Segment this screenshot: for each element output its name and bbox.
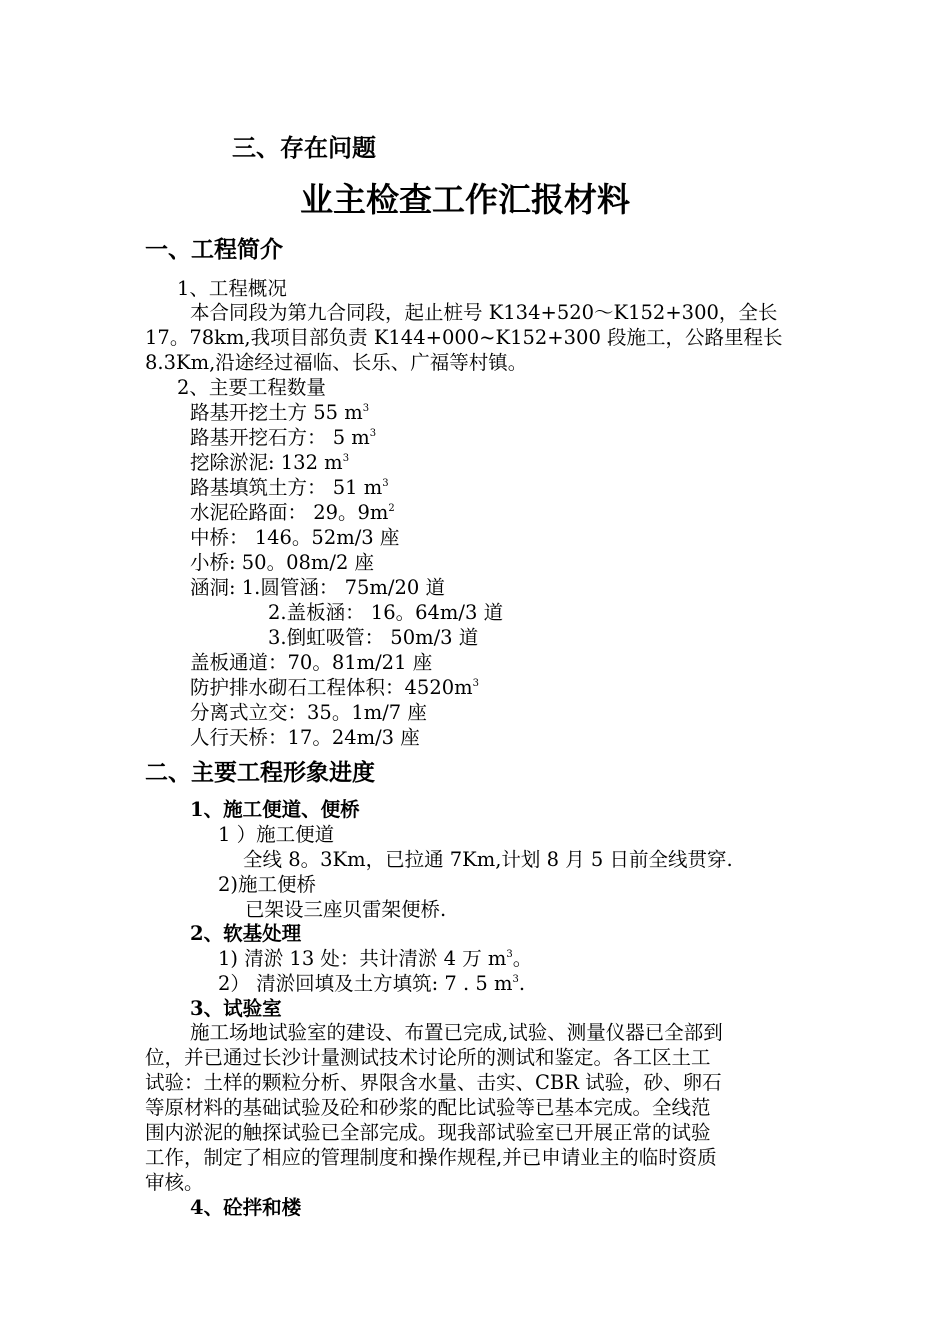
- temp-bridge-text: 已架设三座贝雷架便桥.: [245, 898, 447, 921]
- overview-line-2: 17。78km,我项目部负责 K144+000~K152+300 段施工，公路里程长: [145, 326, 783, 349]
- overview-line-1: 本合同段为第九合同段，起止桩号 K134+520～K152+300，全长: [190, 301, 778, 324]
- quantity-item: 路基开挖土方 55 $m^3$: [190, 401, 370, 424]
- lab-line: 围内淤泥的触探试验已全部完成。现我部试验室已开展正常的试验: [145, 1121, 711, 1144]
- subsection-roads: 1、施工便道、便桥: [190, 798, 360, 821]
- lab-line: 试验：土样的颗粒分析、界限含水量、击实、CBR 试验，砂、卵石: [145, 1071, 722, 1094]
- overview-line-3: 8.3Km,沿途经过福临、长乐、广福等村镇。: [145, 351, 528, 374]
- quantity-item: 小桥: 50。08m/2 座: [190, 551, 375, 574]
- quantity-item: 挖除淤泥: 132 $m^3$: [190, 451, 350, 474]
- subsection-soft-soil: 2、软基处理: [190, 922, 302, 945]
- quantity-item: 涵洞: 1.圆管涵： 75m/20 道: [190, 576, 445, 599]
- quantity-item: 3.倒虹吸管： 50m/3 道: [268, 626, 479, 649]
- lab-line: 等原材料的基础试验及砼和砂浆的配比试验等已基本完成。全线范: [145, 1096, 711, 1119]
- item-temp-road: 1 ）施工便道: [218, 823, 335, 846]
- subsection-laboratory: 3、试验室: [190, 997, 282, 1020]
- item-backfill: 2） 清淤回填及土方填筑: 7 . 5 $m^3$.: [218, 972, 526, 995]
- lab-line: 施工场地试验室的建设、布置已完成,试验、测量仪器已全部到: [190, 1021, 723, 1044]
- lab-line: 位，并已通过长沙计量测试技术讨论所的测试和鉴定。各工区土工: [145, 1046, 711, 1069]
- quantity-item: 2.盖板涵： 16。64m/3 道: [268, 601, 504, 624]
- subsection-quantities: 2、主要工程数量: [177, 376, 326, 399]
- quantity-item: 防护排水砌石工程体积：$4520m^3$: [190, 676, 479, 699]
- subsection-mixing-plant: 4、砼拌和楼: [190, 1196, 302, 1219]
- subsection-overview: 1、工程概况: [177, 277, 287, 300]
- quantity-item: 人行天桥：17。24m/3 座: [190, 726, 420, 749]
- quantity-item: 盖板通道：70。81m/21 座: [190, 651, 433, 674]
- quantity-item: 中桥： 146。52m/3 座: [190, 526, 400, 549]
- document-title: 业主检查工作汇报材料: [300, 180, 630, 219]
- temp-road-text: 全线 8。3Km，已拉通 7Km,计划 8 月 5 日前全线贯穿.: [243, 848, 733, 871]
- quantity-item: 水泥砼路面： 29。$9m^2$: [190, 501, 395, 524]
- lab-line: 审核。: [145, 1171, 204, 1194]
- problems-heading: 三、存在问题: [232, 133, 376, 162]
- section-2-heading: 二、主要工程形象进度: [145, 759, 375, 786]
- item-temp-bridge: 2)施工便桥: [218, 873, 317, 896]
- lab-line: 工作，制定了相应的管理制度和操作规程,并已申请业主的临时资质: [145, 1146, 717, 1169]
- quantity-item: 分离式立交：35。1m/7 座: [190, 701, 427, 724]
- item-desilting: 1) 清淤 13 处：共计清淤 4 万 $m^3$。: [218, 947, 533, 970]
- section-1-heading: 一、工程简介: [145, 236, 283, 263]
- quantity-item: 路基开挖石方： 5 $m^3$: [190, 426, 377, 449]
- quantity-item: 路基填筑土方： 51 $m^3$: [190, 476, 389, 499]
